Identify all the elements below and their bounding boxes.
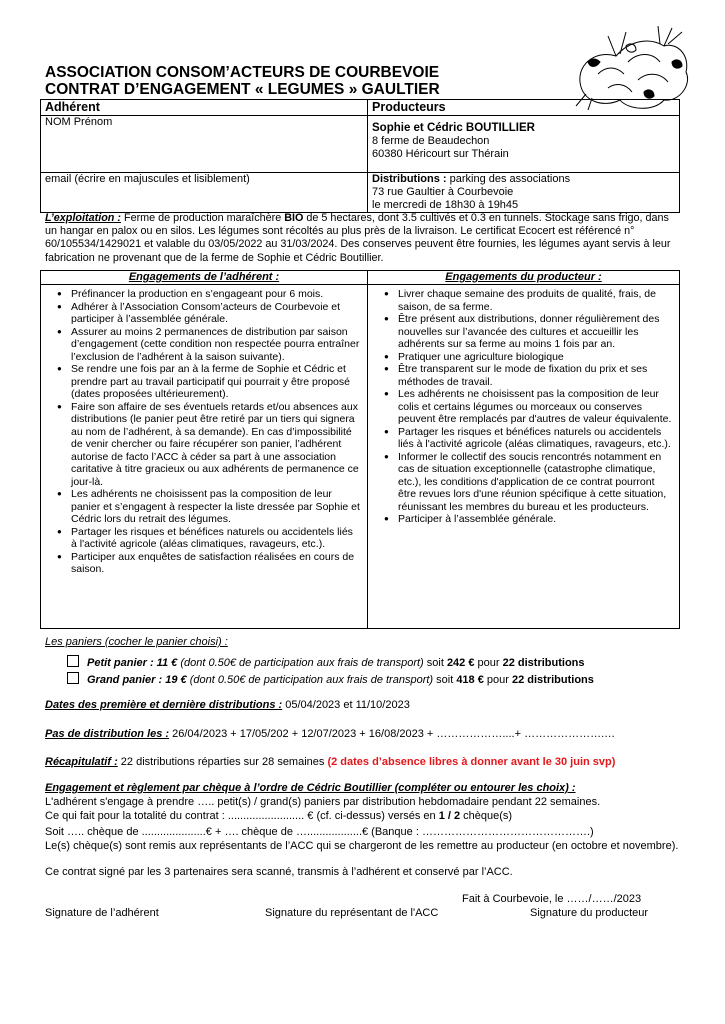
petit-panier-soit: soit bbox=[423, 657, 447, 669]
paniers-label: Les paniers (cocher le panier choisi) : bbox=[45, 636, 228, 648]
exploitation-text-a: Ferme de production maraîchère bbox=[120, 212, 285, 224]
reglement-label: Engagement et règlement par chèque à l’ordre de Cédric Boutillier (compléter ou entourer les choix) : bbox=[45, 782, 576, 794]
producteurs-header: Producteurs bbox=[372, 100, 446, 114]
engagement-item: ● Adhérer à l’Association Consom’acteurs de Courbevoie et participer à l’assemblée générale. bbox=[71, 301, 361, 326]
signature-adherent-label: Signature de l’adhérent bbox=[45, 907, 159, 919]
grand-panier-note: (dont 0.50€ de participation aux frais de transport) bbox=[186, 674, 434, 686]
grand-panier-name: Grand panier : 19 € bbox=[87, 674, 187, 686]
petit-panier-pour: pour bbox=[474, 657, 503, 669]
grand-panier-pour: pour bbox=[483, 674, 512, 686]
signature-acc-label: Signature du représentant de l'ACC bbox=[265, 907, 439, 919]
engagement-item: ● Les adhérents ne choisissent pas la composition de leur colis et certains légumes ou morceaux ou conserves peuvent être remplacés par d'autres de valeur équivalente. bbox=[398, 388, 673, 426]
petit-panier-total: 242 € bbox=[446, 657, 475, 669]
engagement-item: ● Assurer au moins 2 permanences de distribution par saison d’engagement (cette condition non respectée pourra entraîner l’exclusion de l’adhérent à la saison suivante). bbox=[71, 326, 361, 364]
reglement-line5: Ce contrat signé par les 3 partenaires sera scanné, transmis à l’adhérent et conservé par l’ACC. bbox=[45, 866, 513, 878]
exploitation-paragraph bbox=[45, 212, 681, 265]
engagement-item: ● Se rendre une fois par an à la ferme de Sophie et Cédric et prendre part au travail participatif qui pourrait y être proposé (dates proposées ultérieurement). bbox=[71, 363, 361, 401]
pas-distribution-row bbox=[45, 728, 685, 741]
distributions-time: le mercredi de 18h30 à 19h45 bbox=[372, 199, 519, 211]
engagement-item: ● Pratiquer une agriculture biologique bbox=[398, 351, 673, 364]
recap-row bbox=[45, 756, 685, 769]
petit-panier-checkbox[interactable] bbox=[67, 655, 79, 667]
contract-title-line2: CONTRAT D’ENGAGEMENT « LEGUMES » GAULTIER bbox=[45, 81, 440, 98]
recap-value: 22 distributions réparties sur 28 semaines bbox=[117, 756, 328, 768]
adherent-engagements-list bbox=[55, 288, 361, 576]
reglement-line3: Soit ….. chèque de .....................€ + …. chèque de …..................€ (Banque : ……………………………………….) bbox=[45, 826, 594, 838]
engagement-item: ● Être transparent sur le mode de fixation du prix et ses méthodes de travail. bbox=[398, 363, 673, 388]
producer-name: Sophie et Cédric BOUTILLIER bbox=[372, 122, 535, 134]
recap-label: Récapitulatif : bbox=[45, 756, 118, 768]
producteur-engagements-list bbox=[382, 288, 673, 526]
adherent-header: Adhérent bbox=[45, 100, 100, 114]
grand-panier-soit: soit bbox=[433, 674, 457, 686]
petit-panier-name: Petit panier : 11 € bbox=[87, 657, 178, 669]
grand-panier-dist: 22 distributions bbox=[511, 674, 594, 686]
reglement-line2 bbox=[45, 810, 685, 823]
engagement-item: ● Participer aux enquêtes de satisfaction réalisées en cours de saison. bbox=[71, 551, 361, 576]
engagement-item: ● Informer le collectif des soucis rencontrés notamment en cas de situation exceptionnelle (catastrophe climatique, etc.), les conditions d'application de ce contrat pourront être revues lors d'une réunion spécifique à cette situation, réunissant les membres du bureau et les producteurs. bbox=[398, 451, 673, 514]
email-label: email (écrire en majuscules et lisiblement) bbox=[45, 173, 250, 185]
petit-panier-row bbox=[67, 655, 707, 670]
nom-prenom-label: NOM Prénom bbox=[45, 116, 113, 128]
exploitation-label: L’exploitation : bbox=[45, 212, 121, 224]
producer-info bbox=[368, 116, 680, 173]
engagement-item: ● Participer à l’assemblée générale. bbox=[398, 513, 673, 526]
reglement-line4: Le(s) chèque(s) sont remis aux représentants de l’ACC qui se chargeront de les remettre au producteur (en octobre et novembre). bbox=[45, 840, 679, 852]
engagement-item: ● Être présent aux distributions, donner régulièrement des nouvelles sur l’avancée des cultures et accueillir les adhérents sur sa ferme au moins 1 fois par an. bbox=[398, 313, 673, 351]
petit-panier-note: (dont 0.50€ de participation aux frais de transport) bbox=[177, 657, 424, 669]
bio-label: BIO bbox=[284, 212, 304, 224]
distributions-info bbox=[368, 173, 680, 213]
pas-distribution-value: 26/04/2023 + 17/05/202 + 12/07/2023 + 16/08/2023 + ………………....+ ………………….… bbox=[169, 728, 616, 740]
distributions-address: 73 rue Gaultier à Courbevoie bbox=[372, 186, 514, 198]
engagement-item: ● Faire son affaire de ses éventuels retards et/ou absences aux distributions (le panier peut être retiré par un tiers qui signera au nom de l’adhérent, à sa demande). En cas d’impossibilité de venir chercher ou faire récupérer son panier, l’adhérent autorise de facto l’ACC à céder sa part à une association caritative à titre gracieux ou aux adhérents de permanence ce jour-là. bbox=[71, 401, 361, 489]
nom-prenom-field[interactable] bbox=[41, 116, 368, 173]
email-field[interactable] bbox=[41, 173, 368, 213]
pas-distribution-label: Pas de distribution les : bbox=[45, 728, 170, 740]
recap-note: (2 dates d’absence libres à donner avant le 30 juin svp) bbox=[327, 756, 616, 768]
engagement-item: ● Préfinancer la production en s’engageant pour 6 mois. bbox=[71, 288, 361, 301]
engagement-item: ● Partager les risques et bénéfices naturels ou accidentels liés à l'activité agricole (aléas climatiques, ravageurs, etc.). bbox=[71, 526, 361, 551]
exploitation-text-b: de 5 hectares, dont 3.5 cultivés et 0.3 en tunnels. Stockage sans frigo, dans un hangar en palox ou en silos. Les légumes sont récoltés au plus près de la livraison. Le certificat Ecocert est référencé n° 60/105534/1429021 et valable du 03/05/2022 au 31/03/2024. Des conserves peuvent être fournies, les légumes ayant servis à leur fabrication ne provenant que de la ferme de Sophie et Cédric Boutillier. bbox=[45, 212, 671, 264]
adherent-engagements-cell bbox=[41, 285, 368, 629]
contract-title-line1: ASSOCIATION CONSOM’ACTEURS DE COURBEVOIE bbox=[45, 64, 440, 81]
petit-panier-dist: 22 distributions bbox=[502, 657, 585, 669]
producer-address1: 8 ferme de Beaudechon bbox=[372, 135, 490, 147]
engagement-item: ● Partager les risques et bénéfices naturels ou accidentels liés à l'activité agricole (aléas climatiques, ravageurs, etc.). bbox=[398, 426, 673, 451]
fait-a-courbevoie: Fait à Courbevoie, le ……/……/2023 bbox=[462, 893, 642, 905]
grand-panier-row bbox=[67, 672, 707, 687]
reglement-line2a: Ce qui fait pour la totalité du contrat : ......................... € (cf. ci-dessus) versés en bbox=[45, 810, 439, 822]
dates-value: 05/04/2023 et 11/10/2023 bbox=[282, 699, 410, 711]
dates-row bbox=[45, 699, 685, 712]
engagement-item: ● Livrer chaque semaine des produits de qualité, frais, de saison, de sa ferme. bbox=[398, 288, 673, 313]
grand-panier-checkbox[interactable] bbox=[67, 672, 79, 684]
cheque-count-choice[interactable]: 1 / 2 bbox=[438, 810, 461, 822]
producteur-engagements-header: Engagements du producteur : bbox=[445, 271, 602, 283]
signature-producteur-label: Signature du producteur bbox=[530, 907, 649, 919]
distributions-place: parking des associations bbox=[449, 173, 571, 185]
engagements-table bbox=[40, 270, 680, 629]
producteur-engagements-cell bbox=[368, 285, 680, 629]
grand-panier-total: 418 € bbox=[456, 674, 484, 686]
dates-label: Dates des première et dernière distributions : bbox=[45, 699, 283, 711]
engagement-item: ● Les adhérents ne choisissent pas la composition de leur panier et s’engagent à respecter la liste dressée par Sophie et Cédric lors du retrait des légumes. bbox=[71, 488, 361, 526]
distributions-label: Distributions : bbox=[372, 173, 447, 185]
adherent-engagements-header: Engagements de l’adhérent : bbox=[128, 271, 280, 283]
adherent-producteurs-table bbox=[40, 99, 680, 213]
reglement-line1: L'adhérent s'engage à prendre ….. petit(s) / grand(s) paniers par distribution hebdomadaire pendant 22 semaines. bbox=[45, 796, 601, 808]
reglement-line2c: chèque(s) bbox=[460, 810, 513, 822]
producer-address2: 60380 Héricourt sur Thérain bbox=[372, 148, 509, 160]
